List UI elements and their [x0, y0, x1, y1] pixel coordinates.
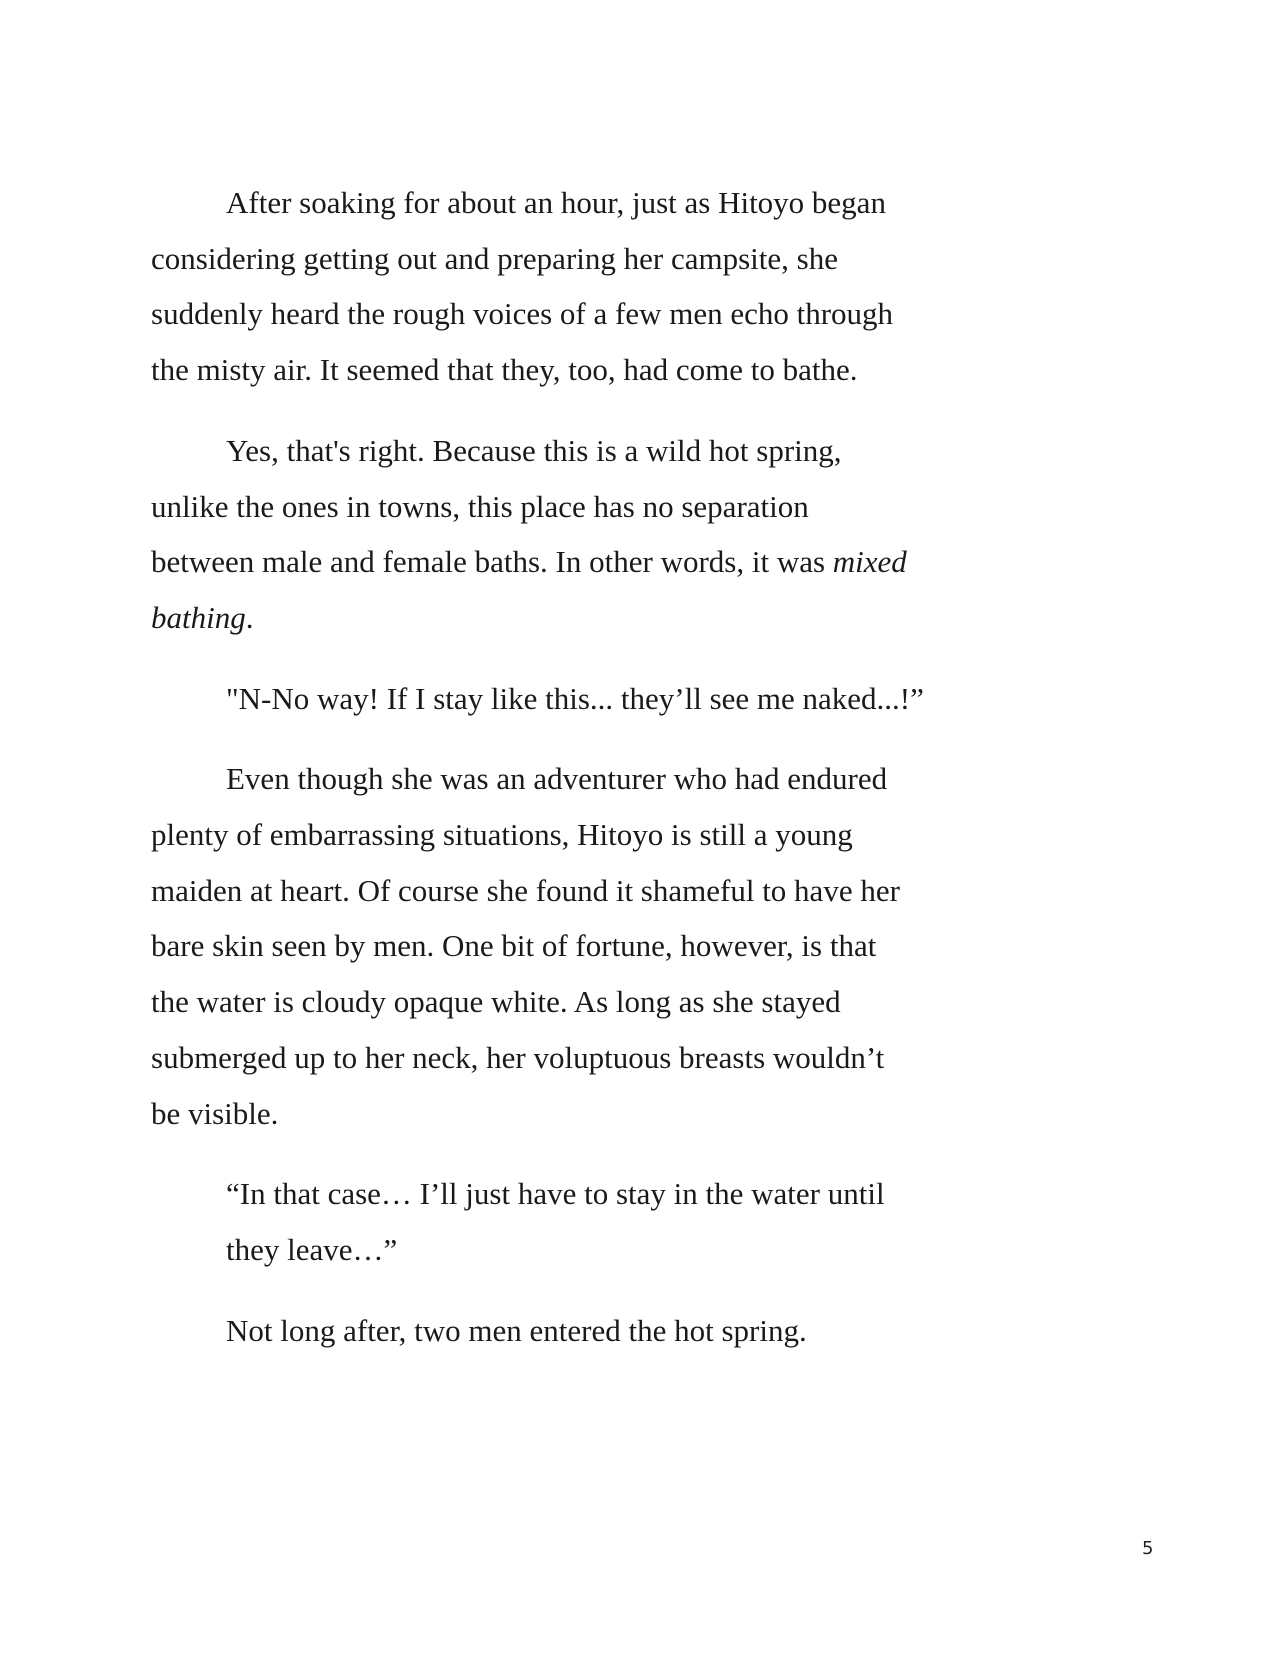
text-line: submerged up to her neck, her voluptuous breasts wouldn’t: [151, 1039, 885, 1075]
text-line: “In that case… I’ll just have to stay in the water until: [226, 1176, 885, 1212]
text-line: Even though she was an adventurer who had endured: [226, 761, 888, 797]
text-segment: between male and female baths. In other words, it was: [151, 544, 833, 580]
text-line: "N-No way! If I stay like this... they’ll see me naked...!”: [226, 680, 924, 716]
text-line: considering getting out and preparing her campsite, she: [151, 240, 838, 276]
text-line: plenty of embarrassing situations, Hitoyo is still a young: [151, 817, 853, 853]
paragraph-2: [151, 423, 1141, 646]
text-segment: .: [245, 599, 254, 635]
paragraph-1: [151, 175, 1141, 398]
text-line: maiden at heart. Of course she found it shameful to have her: [151, 872, 900, 908]
paragraph-5-dialogue: [151, 1166, 1141, 1277]
text-line: [151, 534, 1141, 590]
paragraph-6: [151, 1303, 1141, 1359]
page-number: 5: [1142, 1538, 1154, 1559]
text-line: they leave…”: [226, 1231, 398, 1267]
text-line: suddenly heard the rough voices of a few men echo through: [151, 296, 894, 332]
italic-text: bathing: [151, 599, 246, 635]
text-line: bare skin seen by men. One bit of fortune, however, is that: [151, 928, 877, 964]
italic-text: mixed: [832, 544, 907, 580]
text-line: Yes, that's right. Because this is a wild hot spring,: [226, 432, 842, 468]
paragraph-3-dialogue: [151, 671, 1141, 727]
text-line: [151, 590, 1141, 646]
text-line: be visible.: [151, 1095, 279, 1131]
paragraph-4: [151, 751, 1141, 1141]
text-line: After soaking for about an hour, just as Hitoyo began: [226, 185, 886, 220]
text-line: Not long after, two men entered the hot spring.: [226, 1312, 807, 1348]
text-line: the misty air. It seemed that they, too, had come to bathe.: [151, 352, 858, 388]
text-line: the water is cloudy opaque white. As long as she stayed: [151, 984, 841, 1020]
body-text: [151, 175, 1141, 1383]
text-line: unlike the ones in towns, this place has no separation: [151, 488, 809, 524]
